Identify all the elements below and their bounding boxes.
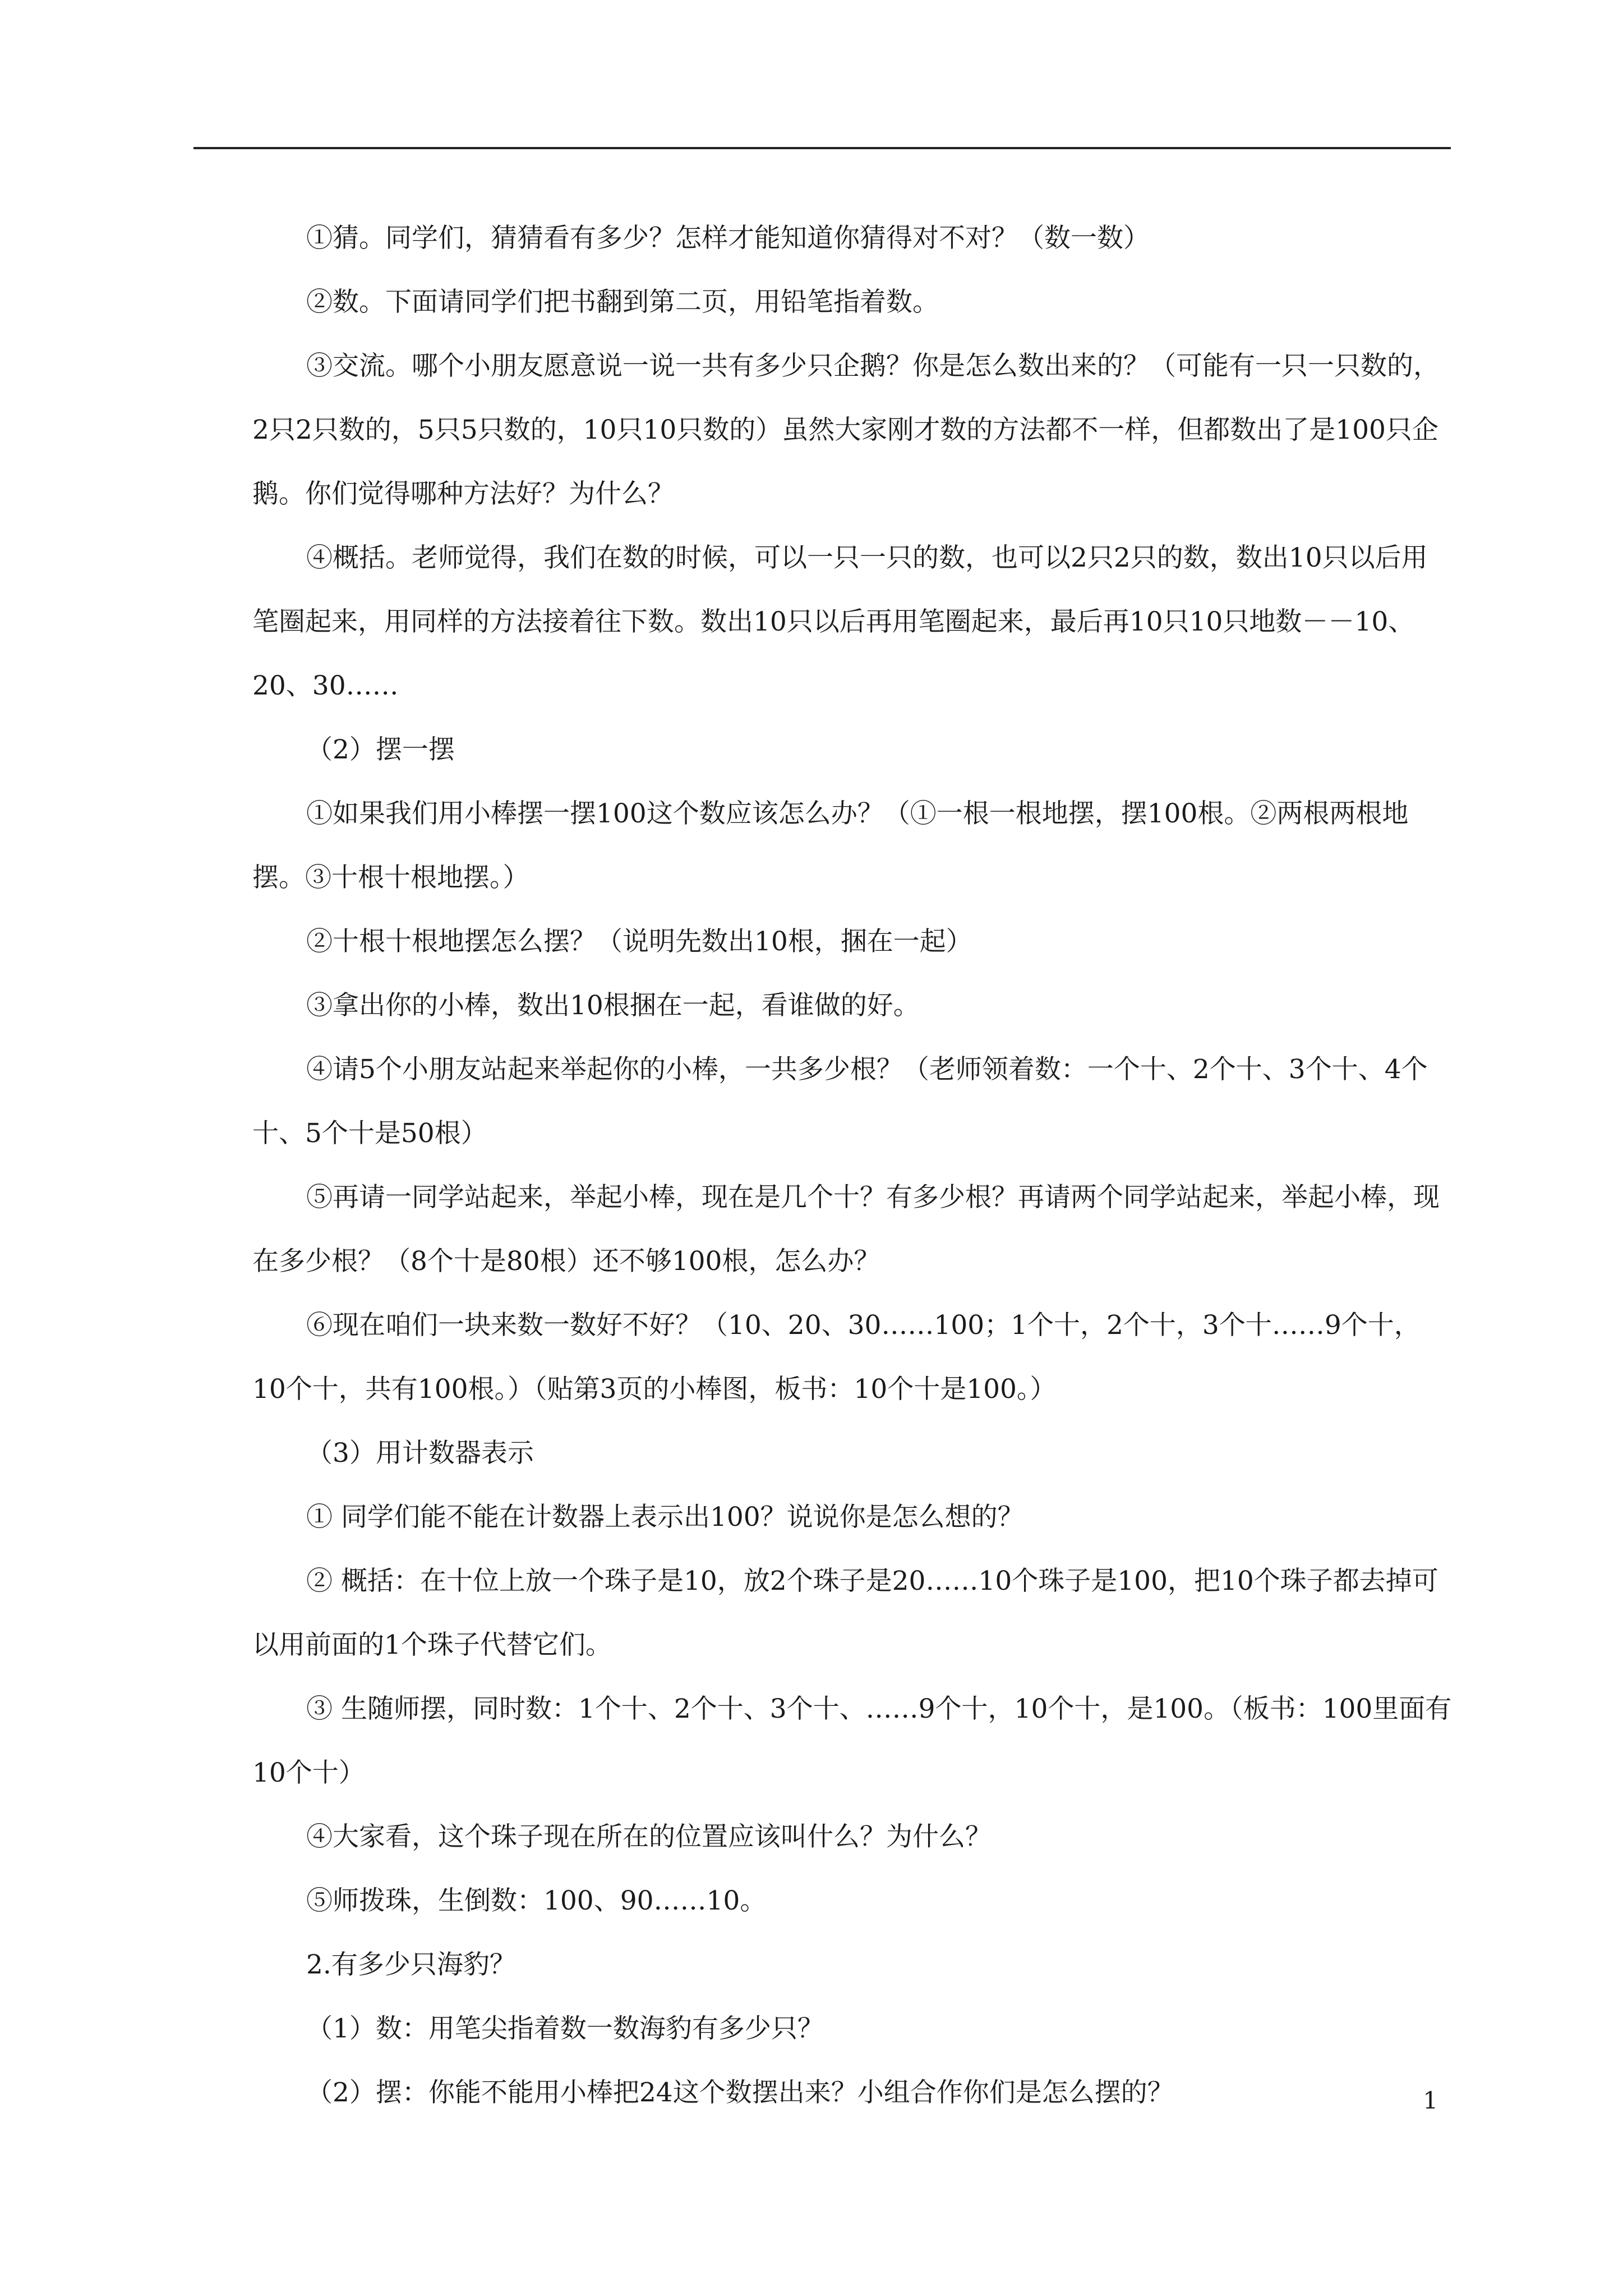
paragraph-guess: ①猜。同学们，猜猜看有多少？怎样才能知道你猜得对不对？（数一数） (306, 223, 1150, 254)
paragraph-arrange-6: ⑥现在咱们一块来数一数好不好？（10、20、30……100；1个十，2个十，3个十……9个十，10个十，共有100根。）（贴第3页的小棒图，板书：10个十是100。） (252, 1310, 1421, 1405)
paragraph-seals-1: （1）数：用笔尖指着数一数海豹有多少只？ (306, 2013, 824, 2044)
paragraph-counter-1: ① 同学们能不能在计数器上表示出100？说说你是怎么想的？ (306, 1502, 1024, 1533)
paragraph-arrange-1: ①如果我们用小棒摆一摆100这个数应该怎么办？（①一根一根地摆，摆100根。②两根两根地摆。③十根十根地摆。） (252, 798, 1409, 893)
paragraph-arrange-2: ②十根十根地摆怎么摆？（说明先数出10根，捆在一起） (306, 926, 972, 957)
paragraph-count: ②数。下面请同学们把书翻到第二页，用铅笔指着数。 (306, 287, 939, 318)
document-body (252, 206, 1453, 2125)
paragraph-seals-2: （2）摆：你能不能用小棒把24这个数摆出来？小组合作你们是怎么摆的？ (306, 2077, 1174, 2108)
paragraph-arrange-5: ⑤再请一同学站起来，举起小棒，现在是几个十？有多少根？再请两个同学站起来，举起小棒，现在多少根？（8个十是80根）还不够100根，怎么办？ (252, 1182, 1440, 1277)
paragraph-counter-4: ④大家看，这个珠子现在所在的位置应该叫什么？为什么？ (306, 1821, 992, 1852)
section-heading-arrange: （2）摆一摆 (306, 734, 455, 765)
paragraph-arrange-3: ③拿出你的小棒，数出10根捆在一起，看谁做的好。 (306, 990, 920, 1021)
paragraph-counter-3: ③ 生随师摆，同时数：1个十、2个十、3个十、……9个十，10个十，是100。（板书：100里面有10个十） (252, 1694, 1452, 1788)
section-heading-seals: 2.有多少只海豹？ (306, 1949, 516, 1980)
paragraph-counter-2: ② 概括：在十位上放一个珠子是10，放2个珠子是20……10个珠子是100，把10个珠子都去掉可以用前面的1个珠子代替它们。 (252, 1566, 1438, 1660)
header-rule (193, 147, 1451, 149)
paragraph-arrange-4: ④请5个小朋友站起来举起你的小棒，一共多少根？（老师领着数：一个十、2个十、3个十、4个十、5个十是50根） (252, 1054, 1428, 1149)
section-heading-counter: （3）用计数器表示 (306, 1438, 534, 1469)
paragraph-summary: ④概括。老师觉得，我们在数的时候，可以一只一只的数，也可以2只2只的数，数出10只以后用笔圈起来，用同样的方法接着往下数。数出10只以后再用笔圈起来，最后再10只10只地数－－10、20、30…… (252, 542, 1428, 701)
paragraph-exchange: ③交流。哪个小朋友愿意说一说一共有多少只企鹅？你是怎么数出来的？（可能有一只一只数的，2只2只数的，5只5只数的，10只10只数的）虽然大家刚才数的方法都不一样，但都数出了是100只企鹅。你们觉得哪种方法好？为什么？ (252, 351, 1440, 509)
page-number: 1 (1423, 2087, 1438, 2114)
paragraph-counter-5: ⑤师拨珠，生倒数：100、90……10。 (306, 1885, 767, 1916)
